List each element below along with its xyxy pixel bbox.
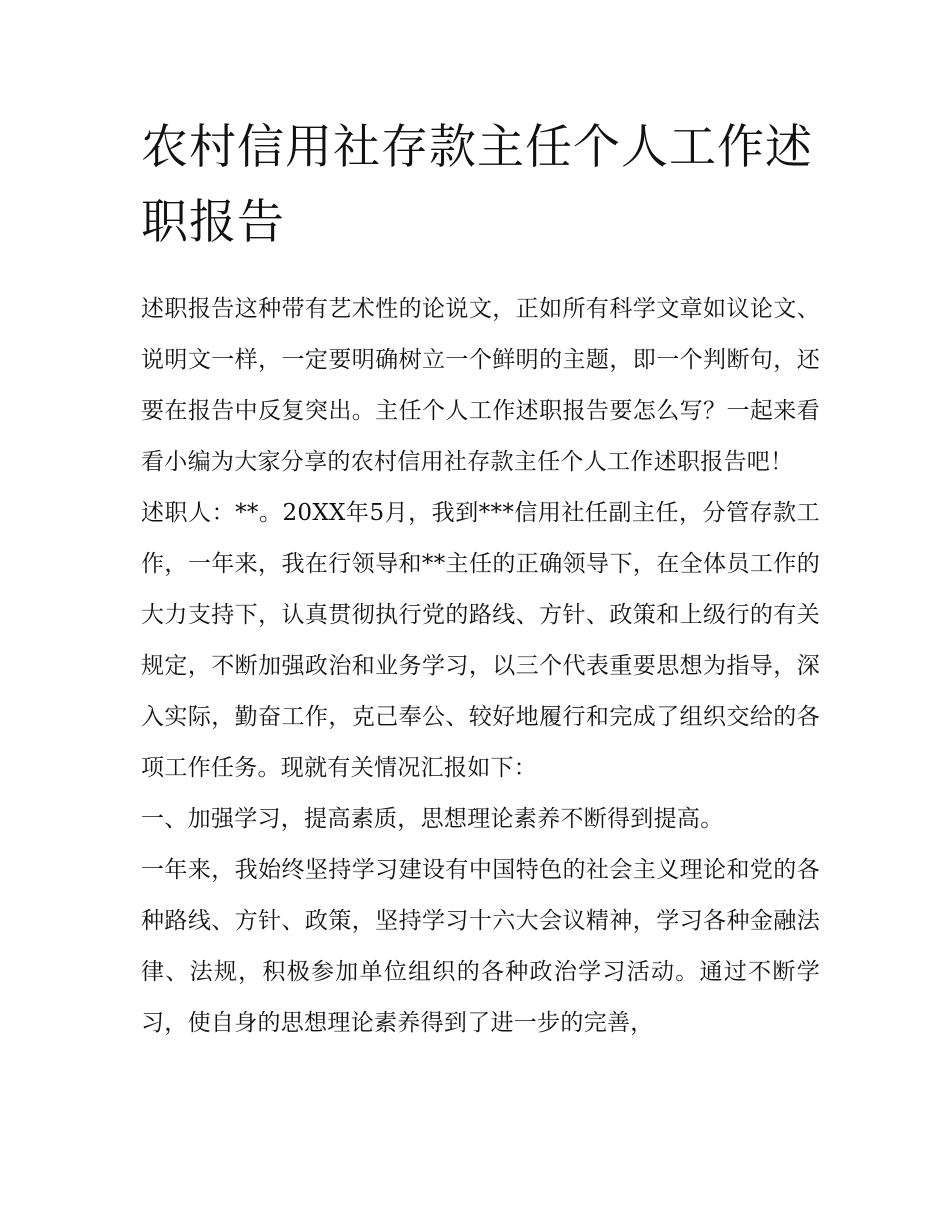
- paragraph-reporter: 述职人：**。20XX年5月，我到***信用社任副主任，分管存款工作，一年来，我在行领导和**主任的正确领导下，在全体员工作的大力支持下，认真贯彻执行党的路线、方针、政策和上级行的有关规定，不断加强政治和业务学习，以三个代表重要思想为指导，深入实际，勤奋工作，克己奉公、较好地履行和完成了组织交给的各项工作任务。现就有关情况汇报如下：: [141, 500, 820, 781]
- paragraph-intro: 述职报告这种带有艺术性的论说文，正如所有科学文章如议论文、说明文一样，一定要明确树立一个鲜明的主题，即一个判断句，还要在报告中反复突出。主任个人工作述职报告要怎么写？一起来看看小编为大家分享的农村信用社存款主任个人工作述职报告吧！: [141, 296, 820, 475]
- document-body: [141, 284, 820, 1049]
- section-heading-1: 一、加强学习，提高素质，思想理论素养不断得到提高。: [141, 806, 724, 832]
- paragraph-study: 一年来，我始终坚持学习建设有中国特色的社会主义理论和党的各种路线、方针、政策，坚持学习十六大会议精神，学习各种金融法律、法规，积极参加单位组织的各种政治学习活动。通过不断学习，使自身的思想理论素养得到了进一步的完善，: [141, 857, 820, 1036]
- document-title: 农村信用社存款主任个人工作述职报告: [141, 120, 813, 250]
